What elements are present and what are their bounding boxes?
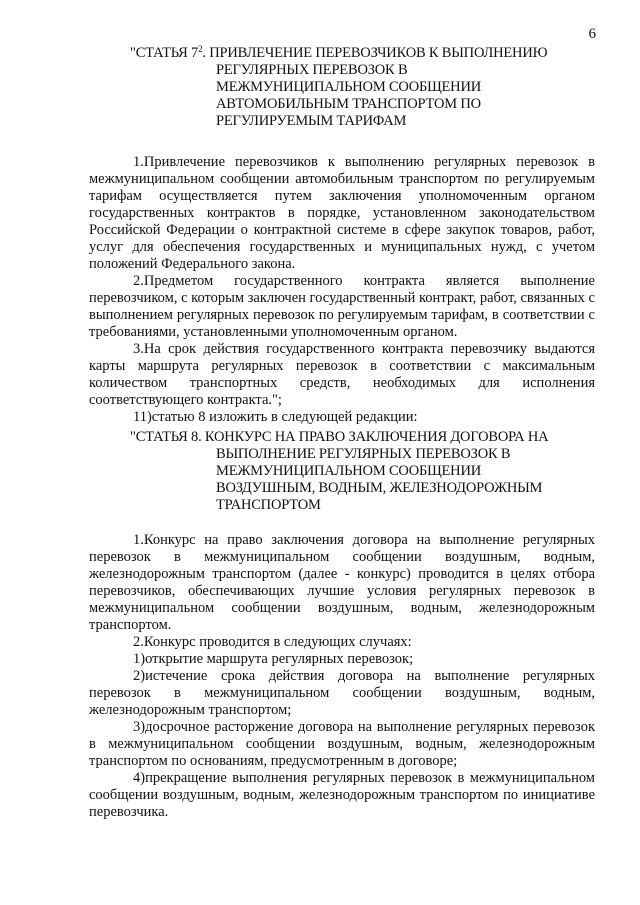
heading-superscript: 2 <box>198 44 203 54</box>
paragraph: 2.Предметом государственного контракта является выполнение перевозчиком, с которым заключен государственный контракт, работ, связанных с выполнением регулярных перевозок по регулируемым тарифам, в соответствии с требованиями, установленными уполномоченным органом. <box>89 273 595 340</box>
paragraph: 1.Привлечение перевозчиков к выполнению регулярных перевозок в межмуниципальном сообщении автомобильным транспортом по регулируемым тарифам осуществляется путем заключения уполномоченным органом государственных контрактов в порядке, установленном законодательством Российской Федерации о контрактной системе в сфере закупок товаров, работ, услуг для обеспечения государственных и муниципальных нужд, с учетом положений Федерального закона. <box>89 154 595 272</box>
heading-line: ТРАНСПОРТОМ <box>216 497 321 513</box>
heading-line: ВЫПОЛНЕНИЕ РЕГУЛЯРНЫХ ПЕРЕВОЗОК В <box>216 446 511 462</box>
heading-prefix: "СТАТЬЯ 7 <box>130 45 199 61</box>
paragraph: 1.Конкурс на право заключения договора на выполнение регулярных перевозок в межмуниципальном сообщении воздушным, водным, железнодорожным транспортом (далее - конкурс) проводится в целях отбора перевозчиков, обеспечивающих лучшие условия регулярных перевозок в межмуниципальном сообщении воздушным, водным, железнодорожным транспортом. <box>89 532 595 633</box>
paragraph: 11)статью 8 изложить в следующей редакции: <box>133 409 418 425</box>
heading-line: "СТАТЬЯ 8. КОНКУРС НА ПРАВО ЗАКЛЮЧЕНИЯ ДОГОВОРА НА <box>130 429 549 445</box>
article-7-2-body <box>89 154 595 426</box>
paragraph: 2.Конкурс проводится в следующих случаях: <box>133 634 412 650</box>
heading-line <box>130 45 600 62</box>
page-number: 6 <box>588 26 596 42</box>
heading-line: ВОЗДУШНЫМ, ВОДНЫМ, ЖЕЛЕЗНОДОРОЖНЫМ <box>216 480 543 496</box>
heading-line: АВТОМОБИЛЬНЫМ ТРАНСПОРТОМ ПО <box>216 96 481 112</box>
list-item: 3)досрочное расторжение договора на выполнение регулярных перевозок в межмуниципальном сообщении воздушным, водным, железнодорожным транспортом по основаниям, предусмотренным в договоре; <box>89 719 595 769</box>
heading-text: . ПРИВЛЕЧЕНИЕ ПЕРЕВОЗЧИКОВ К ВЫПОЛНЕНИЮ <box>202 45 548 61</box>
article-8-body <box>89 532 595 821</box>
heading-line: МЕЖМУНИЦИПАЛЬНОМ СООБЩЕНИИ <box>216 463 481 479</box>
list-item: 2)истечение срока действия договора на выполнение регулярных перевозок в межмуниципальном сообщении воздушным, водным, железнодорожным транспортом; <box>89 668 595 718</box>
heading-line: МЕЖМУНИЦИПАЛЬНОМ СООБЩЕНИИ <box>216 79 481 95</box>
list-item: 1)открытие маршрута регулярных перевозок; <box>133 651 414 667</box>
article-7-2-heading <box>130 45 600 130</box>
paragraph: 3.На срок действия государственного контракта перевозчику выдаются карты маршрута регулярных перевозок в соответствии с максимальным количеством транспортных средств, необходимых для исполнения соответствующего контракта."; <box>89 341 595 408</box>
article-8-heading <box>130 429 600 514</box>
list-item: 4)прекращение выполнения регулярных перевозок в межмуниципальном сообщении воздушным, водным, железнодорожным транспортом по инициативе перевозчика. <box>89 770 595 820</box>
heading-line: РЕГУЛЯРНЫХ ПЕРЕВОЗОК В <box>216 62 408 78</box>
heading-line: РЕГУЛИРУЕМЫМ ТАРИФАМ <box>216 113 407 129</box>
